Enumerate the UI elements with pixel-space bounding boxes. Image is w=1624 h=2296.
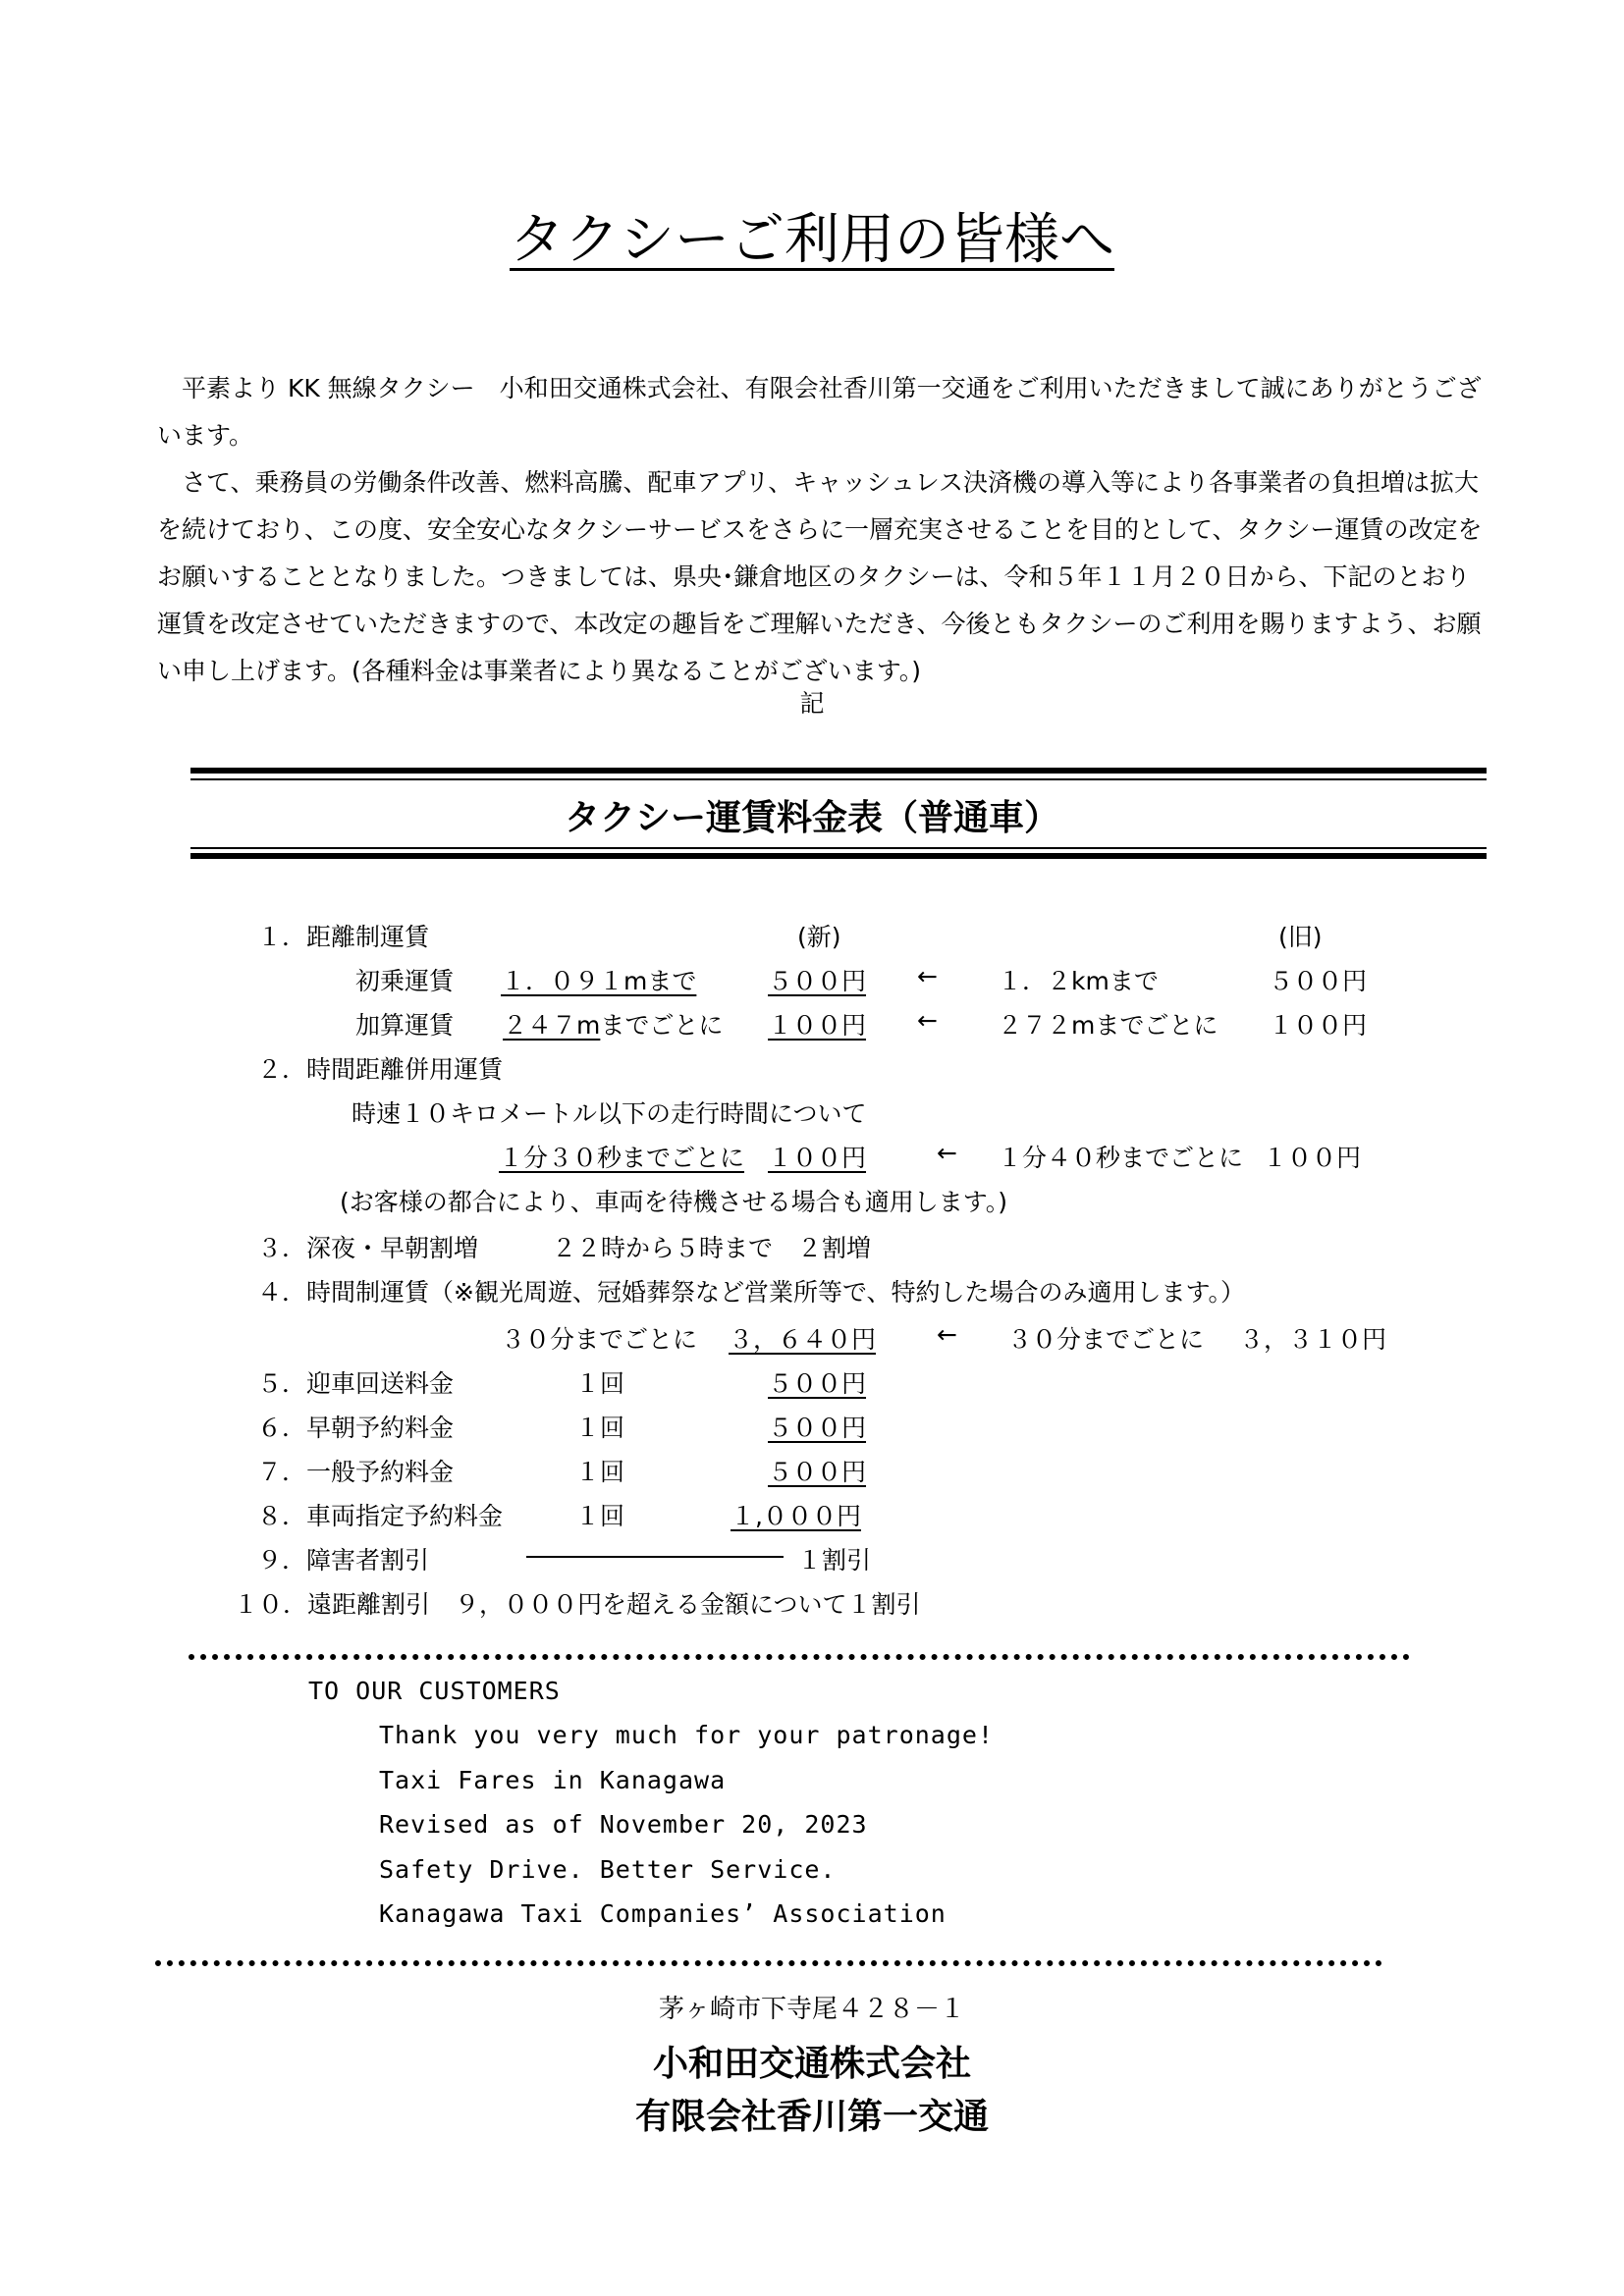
- english-line-4: Safety Drive. Better Service.: [379, 1855, 837, 1884]
- item-2-fare-old: １００円: [1263, 1144, 1362, 1172]
- arrow-3: ←: [937, 1139, 957, 1167]
- item-3-label: ３．深夜・早朝割増: [257, 1234, 479, 1262]
- english-line-5: Kanagawa Taxi Companies’ Association: [379, 1899, 947, 1928]
- item-1-label: １．距離制運賃: [257, 923, 430, 951]
- company-name-1: 小和田交通株式会社: [652, 2044, 971, 2084]
- additional-fare-old: １００円: [1269, 1011, 1368, 1040]
- item-6-label: ６．早朝予約料金: [257, 1414, 455, 1442]
- item-7-count: １回: [575, 1458, 625, 1486]
- item-9-dash-line: [526, 1556, 784, 1558]
- ki-mark: 記: [799, 689, 825, 718]
- arrow-1: ←: [917, 962, 938, 990]
- new-header: (新): [797, 923, 841, 951]
- item-8-fare: １,０００円: [731, 1502, 861, 1530]
- initial-distance-new: １．０９１mまで: [501, 967, 697, 995]
- company-name-2: 有限会社香川第一交通: [634, 2097, 989, 2137]
- item-2-note: (お客様の都合により、車両を待機させる場合も適用します。): [340, 1188, 1008, 1216]
- intro-paragraph-2: さて、乗務員の労働条件改善、燃料高騰、配車アプリ、キャッシュレス決済機の導入等により各事業者の負担増は拡大を続けており、この度、安全安心なタクシーサービスをさらに一層充実させることを目的として、タクシー運賃の改定をお願いすることとなりました。つきましては、県央･鎌倉地区のタクシーは、令和５年１１月２０日から、下記のとおり運賃を改定させていただきますので、本改定の趣旨をご理解いただき、今後ともタクシーのご利用を賜りますよう、お願い申し上げます。(各種料金は事業者により異なることがございます。): [157, 468, 1483, 685]
- item-5-fare: ５００円: [768, 1369, 867, 1398]
- item-2-label: ２．時間距離併用運賃: [257, 1055, 504, 1084]
- item-4-unit-new: ３０分までごとに: [501, 1325, 698, 1354]
- page-title-text: タクシーご利用の皆様へ: [510, 208, 1114, 272]
- item-9-label: ９．障害者割引: [257, 1546, 430, 1575]
- item-2-description: 時速１０キロメートル以下の走行時間について: [352, 1099, 867, 1128]
- arrow-2: ←: [917, 1006, 938, 1035]
- item-7-label: ７．一般予約料金: [257, 1458, 455, 1486]
- item-8-label: ８．車両指定予約料金: [257, 1502, 504, 1530]
- additional-distance-new-suffix: までごとに: [600, 1011, 724, 1040]
- arrow-4: ←: [937, 1320, 957, 1349]
- additional-distance-new-value: ２４７m: [503, 1011, 601, 1040]
- item-4-unit-old: ３０分までごとに: [1007, 1325, 1205, 1354]
- item-7-fare: ５００円: [768, 1458, 867, 1486]
- item-3-detail: ２２時から５時まで ２割増: [552, 1234, 872, 1262]
- item-9-discount: １割引: [797, 1546, 872, 1575]
- additional-fare-new: １００円: [768, 1011, 867, 1040]
- intro-text: [157, 365, 1492, 695]
- item-4-label: ４．時間制運賃（※観光周遊、冠婚葬祭など営業所等で、特約した場合のみ適用します。）: [257, 1278, 1245, 1307]
- top-rule-thin: [190, 778, 1487, 780]
- initial-fare-label: 初乗運賃: [355, 967, 455, 995]
- item-5-label: ５．迎車回送料金: [257, 1369, 455, 1398]
- initial-fare-old: ５００円: [1269, 967, 1368, 995]
- additional-fare-label: 加算運賃: [355, 1011, 455, 1040]
- item-2-unit-old: １分４０秒までごとに: [998, 1144, 1244, 1172]
- old-header: (旧): [1278, 923, 1323, 951]
- item-8-count: １回: [575, 1502, 625, 1530]
- additional-distance-new: [503, 1006, 723, 1041]
- english-line-1: Thank you very much for your patronage!: [379, 1721, 994, 1749]
- initial-fare-new: ５００円: [768, 967, 867, 995]
- top-rule-thick: [190, 768, 1487, 774]
- item-10-label: １０．遠距離割引 ９，０００円を超える金額について１割引: [234, 1590, 921, 1619]
- intro-paragraph-1: 平素より KK 無線タクシー 小和田交通株式会社、有限会社香川第一交通をご利用いただきまして誠にありがとうございます。: [157, 374, 1482, 450]
- english-line-2: Taxi Fares in Kanagawa: [379, 1766, 727, 1794]
- additional-distance-old: ２７２mまでごとに: [998, 1011, 1218, 1040]
- item-4-fare-old: ３，３１０円: [1239, 1325, 1387, 1354]
- english-heading: TO OUR CUSTOMERS: [308, 1677, 561, 1705]
- item-6-count: １回: [575, 1414, 625, 1442]
- dotted-separator-bottom: [155, 1960, 1382, 1966]
- fare-table-title: タクシー運賃料金表（普通車）: [564, 798, 1059, 838]
- initial-distance-old: １．２kmまで: [998, 967, 1159, 995]
- bottom-rule-thick: [190, 853, 1487, 859]
- company-address: 茅ヶ崎市下寺尾４２８－１: [658, 1995, 965, 2024]
- item-2-fare-new: １００円: [768, 1144, 867, 1172]
- page-title: [0, 196, 1624, 275]
- item-2-unit-new: １分３０秒までごとに: [499, 1144, 745, 1172]
- item-4-fare-new: ３，６４０円: [729, 1325, 877, 1354]
- dotted-separator-top: [189, 1654, 1410, 1660]
- english-line-3: Revised as of November 20, 2023: [379, 1810, 868, 1839]
- item-5-count: １回: [575, 1369, 625, 1398]
- bottom-rule-thin: [190, 847, 1487, 849]
- item-6-fare: ５００円: [768, 1414, 867, 1442]
